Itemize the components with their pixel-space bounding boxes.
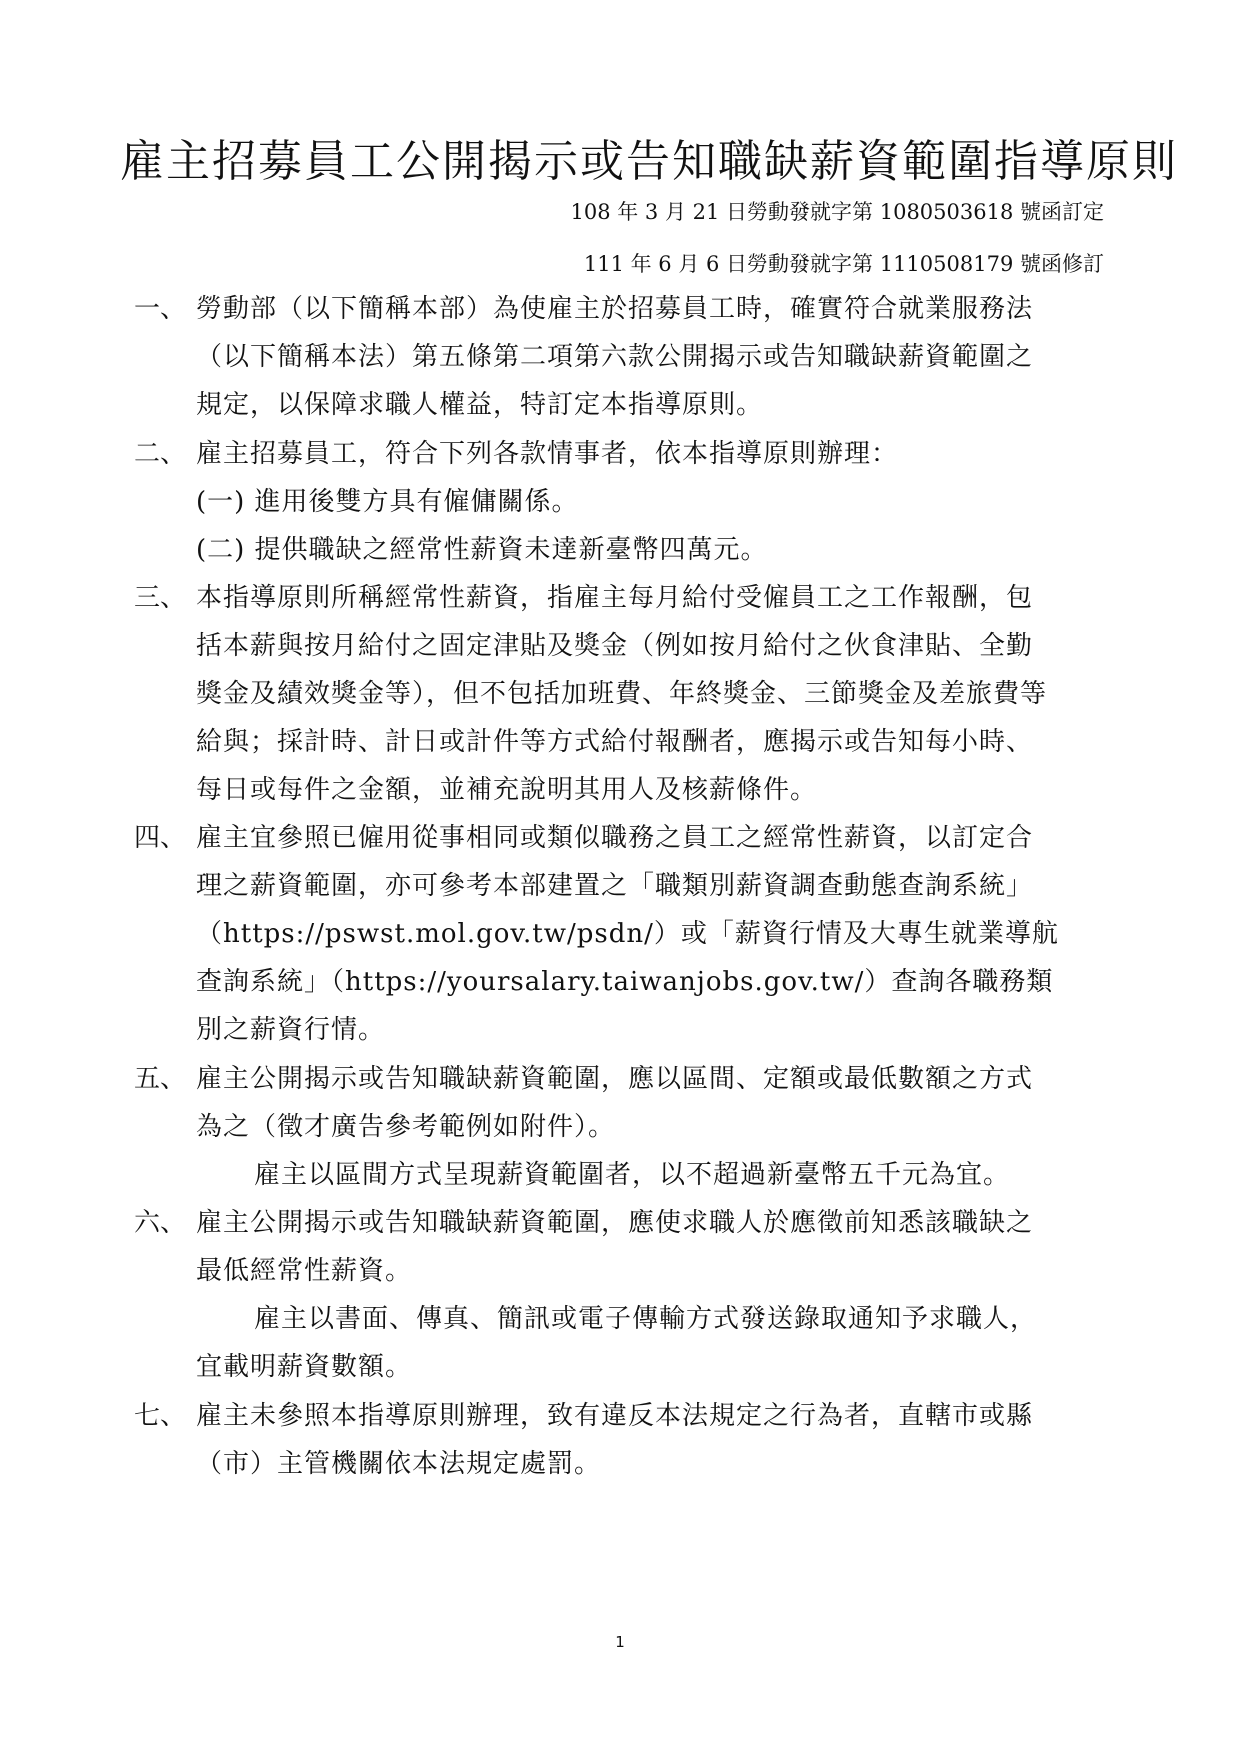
enactment-note: 108 年 3 月 21 日勞動發就字第 1080503618 號函訂定 bbox=[570, 200, 1104, 224]
item-3-line-2: 括本薪與按月給付之固定津貼及獎金（例如按月給付之伙食津貼、全勤 bbox=[196, 631, 1034, 661]
item-3-line-1: 本指導原則所稱經常性薪資，指雇主每月給付受僱員工之工作報酬，包 bbox=[196, 583, 1034, 613]
item-4-line-4: 查詢系統」（https://yoursalary.taiwanjobs.gov.tw/）查詢各職務類 bbox=[196, 967, 1054, 997]
item-7-line-1: 雇主未參照本指導原則辦理，致有違反本法規定之行為者，直轄市或縣 bbox=[196, 1401, 1034, 1431]
item-3-line-3: 獎金及績效獎金等），但不包括加班費、年終獎金、三節獎金及差旅費等 bbox=[196, 679, 1048, 709]
item-1-line-3: 規定，以保障求職人權益，特訂定本指導原則。 bbox=[196, 390, 764, 420]
item-number: 四、 bbox=[134, 823, 187, 853]
amendment-note: 111 年 6 月 6 日勞動發就字第 1110508179 號函修訂 bbox=[583, 252, 1104, 276]
item-1-line-2: （以下簡稱本法）第五條第二項第六款公開揭示或告知職缺薪資範圍之 bbox=[196, 342, 1034, 372]
item-6-line-2: 最低經常性薪資。 bbox=[196, 1256, 413, 1286]
item-3-line-5: 每日或每件之金額，並補充說明其用人及核薪條件。 bbox=[196, 775, 818, 805]
page-number: 1 bbox=[615, 1633, 625, 1651]
item-number: 七、 bbox=[134, 1401, 187, 1431]
item-4-line-2: 理之薪資範圍，亦可參考本部建置之「職類別薪資調查動態查詢系統」 bbox=[196, 871, 1034, 901]
item-5-paragraph-2: 雇主以區間方式呈現薪資範圍者，以不超過新臺幣五千元為宜。 bbox=[254, 1160, 1011, 1190]
item-number: 三、 bbox=[134, 583, 187, 613]
item-6-line-1: 雇主公開揭示或告知職缺薪資範圍，應使求職人於應徵前知悉該職缺之 bbox=[196, 1208, 1034, 1238]
item-7-line-2: （市）主管機關依本法規定處罰。 bbox=[196, 1449, 602, 1479]
item-5-line-1: 雇主公開揭示或告知職缺薪資範圍，應以區間、定額或最低數額之方式 bbox=[196, 1064, 1034, 1094]
document-title: 雇主招募員工公開揭示或告知職缺薪資範圍指導原則 bbox=[120, 136, 1178, 187]
item-5-line-2: 為之（徵才廣告參考範例如附件）。 bbox=[196, 1112, 616, 1142]
item-3-line-4: 給與；採計時、計日或計件等方式給付報酬者，應揭示或告知每小時、 bbox=[196, 727, 1034, 757]
item-4-line-5: 別之薪資行情。 bbox=[196, 1015, 386, 1045]
item-2-subitem-2: (二) 提供職缺之經常性薪資未達新臺幣四萬元。 bbox=[196, 535, 768, 565]
item-4-line-3: （https://pswst.mol.gov.tw/psdn/）或「薪資行情及大專生就業導航 bbox=[196, 919, 1059, 949]
item-4-line-1: 雇主宜參照已僱用從事相同或類似職務之員工之經常性薪資，以訂定合 bbox=[196, 823, 1034, 853]
item-number: 五、 bbox=[134, 1064, 187, 1094]
item-2-line-1: 雇主招募員工，符合下列各款情事者，依本指導原則辦理： bbox=[196, 439, 899, 469]
item-6-paragraph-2: 雇主以書面、傳真、簡訊或電子傳輸方式發送錄取通知予求職人， bbox=[254, 1304, 1038, 1334]
item-2-subitem-1: (一) 進用後雙方具有僱傭關係。 bbox=[196, 487, 579, 517]
item-number: 一、 bbox=[134, 294, 187, 324]
item-6-line-4: 宜載明薪資數額。 bbox=[196, 1352, 413, 1382]
item-number: 二、 bbox=[134, 439, 187, 469]
item-number: 六、 bbox=[134, 1208, 187, 1238]
item-1-line-1: 勞動部（以下簡稱本部）為使雇主於招募員工時，確實符合就業服務法 bbox=[196, 294, 1034, 324]
